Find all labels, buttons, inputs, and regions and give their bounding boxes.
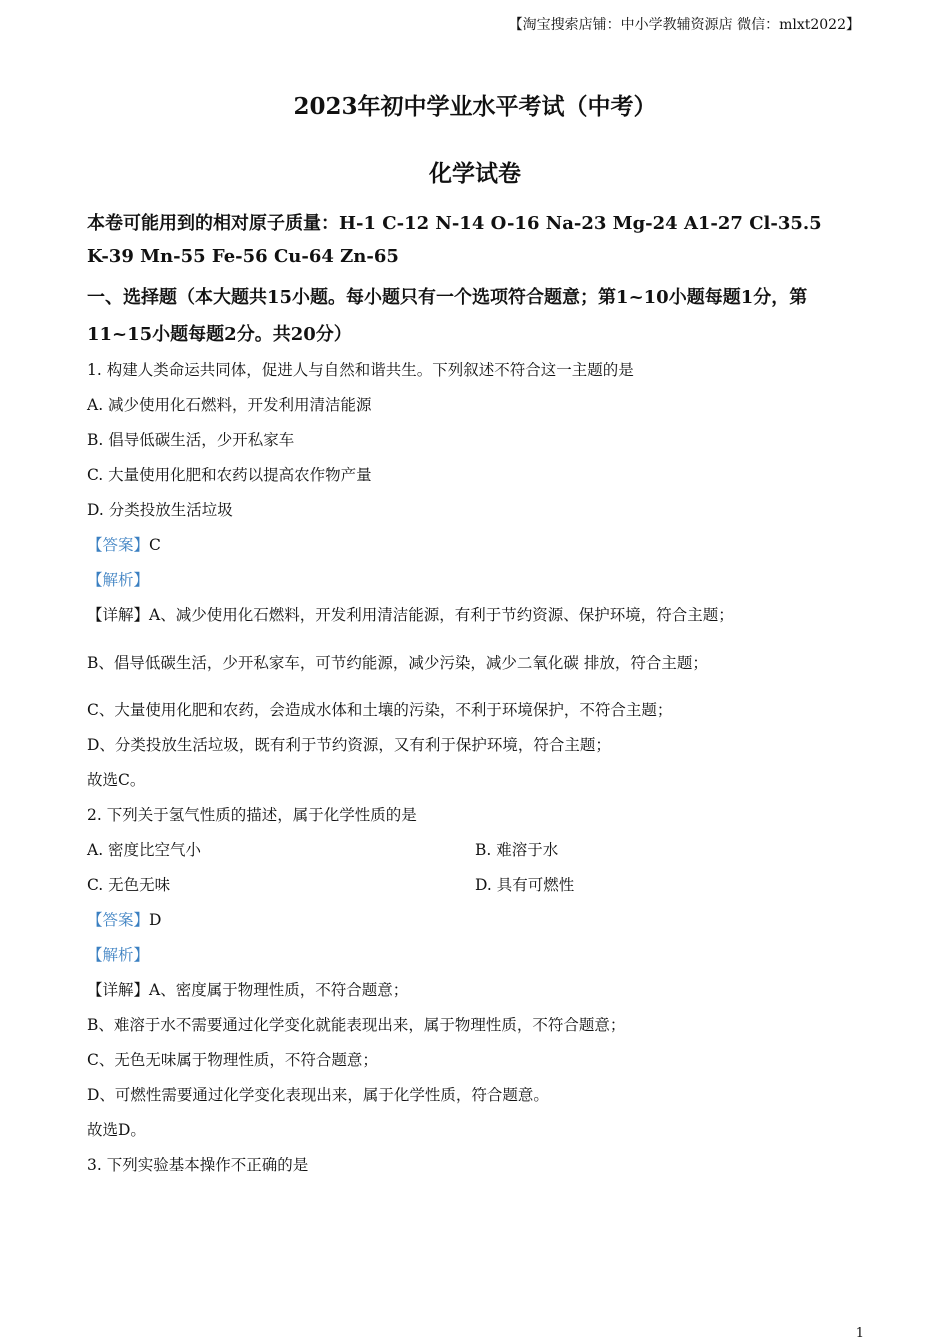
exam-title: 2023年初中学业水平考试（中考） bbox=[293, 93, 657, 120]
q2-option-b: B. 难溶于水 bbox=[475, 841, 559, 859]
q1-detail-c: C、大量使用化肥和农药，会造成水体和土壤的污染，不利于环境保护，不符合主题； bbox=[87, 701, 673, 719]
q2-option-a: A. 密度比空气小 bbox=[87, 841, 202, 859]
q2-analysis-tag: 【解析】 bbox=[87, 946, 150, 964]
atomic-mass-line-1: 本卷可能用到的相对原子质量：H-1 C-12 N-14 O-16 Na-23 Mg-24 A1-27 Cl-35.5 bbox=[87, 213, 822, 234]
q2-detail-c: C、无色无味属于物理性质，不符合题意； bbox=[87, 1051, 378, 1069]
section-heading-line-2: 11~15小题每题2分。共20分） bbox=[87, 324, 352, 345]
q1-detail-d: D、分类投放生活垃圾，既有利于节约资源，又有利于保护环境，符合主题； bbox=[87, 736, 611, 754]
q1-answer-value: C bbox=[149, 536, 161, 554]
q2-option-c: C. 无色无味 bbox=[87, 876, 171, 894]
q1-answer-tag: 【答案】 bbox=[87, 536, 150, 554]
atomic-mass-line-2: K-39 Mn-55 Fe-56 Cu-64 Zn-65 bbox=[87, 246, 399, 267]
q2-detail-a bbox=[87, 978, 408, 1000]
exam-subtitle: 化学试卷 bbox=[429, 160, 521, 187]
q2-option-d: D. 具有可燃性 bbox=[475, 876, 575, 894]
q2-answer-tag: 【答案】 bbox=[87, 911, 150, 929]
q1-stem: 1. 构建人类命运共同体，促进人与自然和谐共生。下列叙述不符合这一主题的是 bbox=[87, 361, 634, 379]
section-heading-line-1: 一、选择题（本大题共15小题。每小题只有一个选项符合题意；第1~10小题每题1分，第 bbox=[87, 287, 808, 308]
q2-detail-tag: 【详解】 bbox=[87, 981, 150, 999]
q1-detail-a bbox=[87, 603, 734, 625]
q2-answer-value: D bbox=[149, 911, 162, 929]
q1-answer bbox=[87, 533, 161, 555]
header-watermark: 【淘宝搜索店铺：中小学教辅资源店 微信：mlxt2022】 bbox=[508, 17, 860, 33]
q2-detail-d: D、可燃性需要通过化学变化表现出来，属于化学性质，符合题意。 bbox=[87, 1086, 549, 1104]
q1-option-b: B. 倡导低碳生活，少开私家车 bbox=[87, 431, 295, 449]
q2-answer bbox=[87, 908, 161, 930]
q1-option-c: C. 大量使用化肥和农药以提高农作物产量 bbox=[87, 466, 372, 484]
q1-conclusion: 故选C。 bbox=[87, 771, 146, 789]
q3-stem: 3. 下列实验基本操作不正确的是 bbox=[87, 1156, 309, 1174]
q1-analysis-tag: 【解析】 bbox=[87, 571, 150, 589]
q2-conclusion: 故选D。 bbox=[87, 1121, 146, 1139]
q2-detail-a-text: A、密度属于物理性质，不符合题意； bbox=[149, 981, 409, 999]
q1-option-d: D. 分类投放生活垃圾 bbox=[87, 501, 233, 519]
q2-detail-b: B、难溶于水不需要通过化学变化就能表现出来，属于物理性质，不符合题意； bbox=[87, 1016, 626, 1034]
page-number: 1 bbox=[855, 1326, 864, 1341]
q1-detail-a-text: A、减少使用化石燃料，开发利用清洁能源，有利于节约资源、保护环境，符合主题； bbox=[149, 606, 734, 624]
q1-option-a: A. 减少使用化石燃料，开发利用清洁能源 bbox=[87, 396, 372, 414]
q2-stem: 2. 下列关于氢气性质的描述，属于化学性质的是 bbox=[87, 806, 417, 824]
q1-detail-tag: 【详解】 bbox=[87, 606, 150, 624]
q1-detail-b: B、倡导低碳生活，少开私家车，可节约能源，减少污染，减少二氧化碳 排放，符合主题； bbox=[87, 654, 708, 672]
